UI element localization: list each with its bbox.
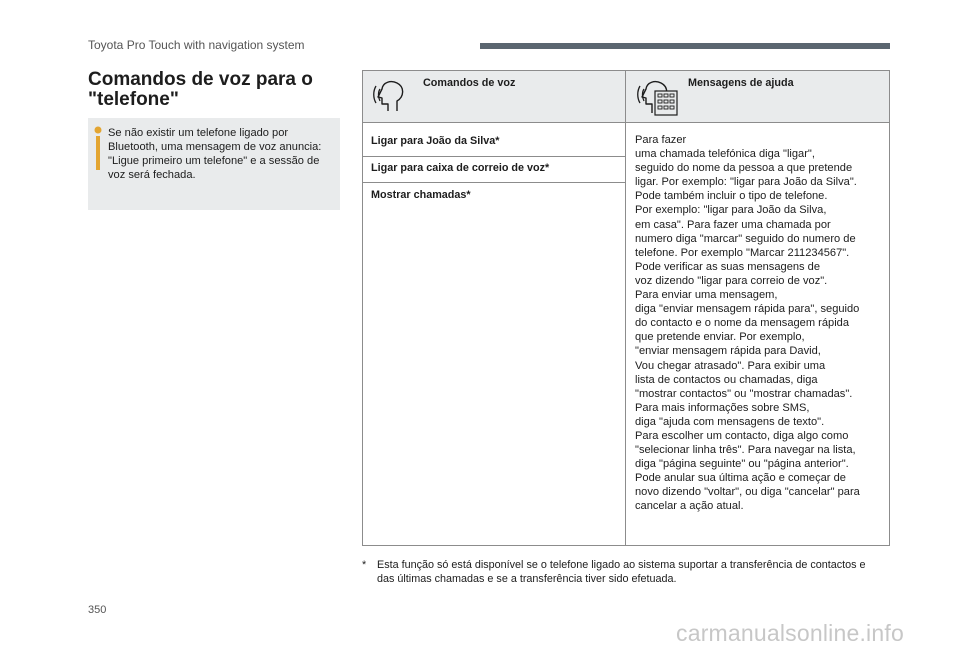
- column-header-help-messages: Mensagens de ajuda: [688, 77, 794, 89]
- table-row: Ligar para caixa de correio de voz*: [371, 162, 550, 174]
- table-row: Mostrar chamadas*: [371, 189, 471, 201]
- column-divider: [625, 71, 626, 545]
- header-title: Toyota Pro Touch with navigation system: [88, 38, 305, 52]
- info-icon: [93, 126, 103, 171]
- footnote-text: Esta função só está disponível se o telefone ligado ao sistema suportar a transferência de contactos e das últimas chamadas e se a transferência tiver sido efetuada.: [377, 559, 866, 585]
- section-title: Comandos de voz para o "telefone": [88, 69, 313, 110]
- watermark: carmanualsonline.info: [676, 620, 904, 646]
- footnote-marker: *: [362, 559, 367, 571]
- row-separator: [363, 156, 625, 157]
- help-message-text: Para fazer uma chamada telefónica diga "ligar", seguido do nome da pessoa a que pretende ligar. Por exemplo: "ligar para João da Silva". Pode também incluir o tipo de telefone. Por exemplo: "ligar para João da Silva, em casa". Para fazer uma chamada por numero diga "marcar" seguido do numero de telefone. Por exemplo "Marcar 211234567". Pode verificar as suas mensagens de voz dizendo "ligar para correio de voz". Para enviar uma mensagem, diga "enviar mensagem rápida para", seguido do contacto e o nome da mensagem rápida que pretende enviar. Por exemplo, "enviar mensagem rápida para David, Vou chegar atrasado". Para exibir uma lista de contactos ou chamadas, diga "mostrar contactos" ou "mostrar chamadas". Para mais informações sobre SMS, diga "ajuda com mensagens de texto". Para escolher um contacto, diga algo como "selecionar linha três". Para navegar na lista, diga "página seguinte" ou "página anterior". Pode anular sua última ação e começar de novo dizendo "voltar", ou diga "cancelar" para cancelar a ação atual.: [635, 134, 860, 513]
- header-bar: [480, 43, 890, 49]
- info-text: Se não existir um telefone ligado por Bluetooth, uma mensagem de voz anuncia: "Ligue primeiro um telefone" e a sessão de voz será fechada.: [108, 127, 322, 181]
- table-header: [363, 71, 889, 123]
- info-box: [88, 118, 340, 210]
- row-separator: [363, 182, 625, 183]
- column-header-voice-commands: Comandos de voz: [423, 77, 516, 89]
- voice-commands-table: [362, 70, 890, 546]
- voice-help-icon: [635, 77, 681, 119]
- table-row: Ligar para João da Silva*: [371, 135, 500, 147]
- page-number: 350: [88, 604, 107, 616]
- voice-command-icon: [371, 77, 411, 117]
